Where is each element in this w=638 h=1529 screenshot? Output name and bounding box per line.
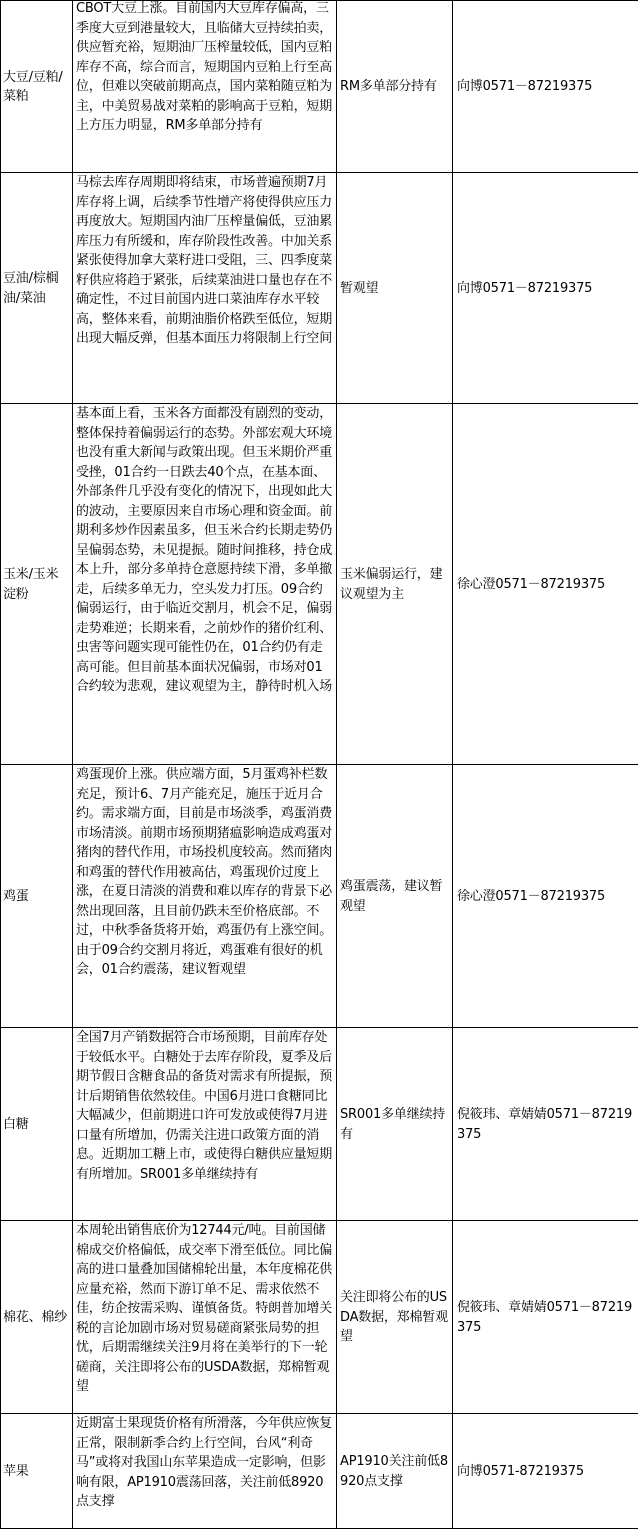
- suggestion-cell: 暂观望: [337, 173, 453, 404]
- table-row-oils: [1, 173, 638, 404]
- suggestion-cell: 鸡蛋震荡，建议暂观望: [337, 765, 453, 1028]
- category-cell: 白糖: [1, 1028, 73, 1221]
- contact-cell: 徐心澄0571－87219375: [453, 765, 638, 1028]
- contact-cell: 徐心澄0571－87219375: [453, 404, 638, 765]
- contact-cell: 向博0571－87219375: [453, 173, 638, 404]
- category-cell: 豆油/棕榈油/菜油: [1, 173, 73, 404]
- contact-cell: 向博0571-87219375: [453, 1414, 638, 1529]
- analysis-cell: 近期富士果现货价格有所滑落，今年供应恢复正常，限制新季合约上行空间，台风“利奇马”或将对我国山东苹果造成一定影响，但影响有限，AP1910震荡回落，关注前低8920点支撑: [73, 1414, 337, 1529]
- analysis-cell: 全国7月产销数据符合市场预期，目前库存处于较低水平。白糖处于去库存阶段，夏季及后期节假日含糖食品的备货对需求有所提振，预计后期销售依然较佳。中国6月进口食糖同比大幅减少，但前期进口许可发放或使得7月进口量有所增加，仍需关注进口政策方面的消息。近期加工糖上市，或使得白糖供应量短期有所增加。SR001多单继续持有: [73, 1028, 337, 1221]
- suggestion-cell: SR001多单继续持有: [337, 1028, 453, 1221]
- table-row-egg: [1, 765, 638, 1028]
- category-cell: 鸡蛋: [1, 765, 73, 1028]
- analysis-cell: 马棕去库存周期即将结束，市场普遍预期7月库存将上调，后续季节性增产将使得供应压力再度放大。短期国内油厂压榨量偏低，豆油累库压力有所缓和，库存阶段性改善。中加关系紧张使得加拿大菜籽进口受阻，三、四季度菜籽供应将趋于紧张，后续菜油进口量也存在不确定性，不过目前国内进口菜油库存水平较高，整体来看，前期油脂价格跌至低位，短期出现大幅反弹，但基本面压力将限制上行空间: [73, 173, 337, 404]
- category-cell: 玉米/玉米淀粉: [1, 404, 73, 765]
- contact-cell: 倪筱玮、章婧婧0571－87219375: [453, 1221, 638, 1414]
- suggestion-cell: 关注即将公布的USDA数据，郑棉暂观望: [337, 1221, 453, 1414]
- suggestion-cell: RM多单部分持有: [337, 1, 453, 173]
- table-row-soybean: [1, 1, 638, 173]
- analysis-cell: CBOT大豆上涨。目前国内大豆库存偏高，三季度大豆到港量较大，且临储大豆持续拍卖，供应暂充裕，短期油厂压榨量较低，国内豆粕库存不高，综合而言，短期国内豆粕上行至高位，但难以突破前期高点，国内菜粕随豆粕为主，中美贸易战对菜粕的影响高于豆粕，短期上方压力明显，RM多单部分持有: [73, 1, 337, 173]
- table-row-cotton: [1, 1221, 638, 1414]
- analysis-cell: 本周轮出销售底价为12744元/吨。目前国储棉成交价格偏低，成交率下滑至低位。同比偏高的进口量叠加国储棉轮出量，本年度棉花供应量充裕，然而下游订单不足、需求依然不佳，纺企按需采购、谨慎备货。特朗普加增关税的言论加剧市场对贸易磋商紧张局势的担忧，后期需继续关注9月将在美举行的下一轮磋商，关注即将公布的USDA数据，郑棉暂观望: [73, 1221, 337, 1414]
- category-cell: 棉花、棉纱: [1, 1221, 73, 1414]
- category-cell: 苹果: [1, 1414, 73, 1529]
- contact-cell: 向博0571－87219375: [453, 1, 638, 173]
- suggestion-cell: 玉米偏弱运行，建议观望为主: [337, 404, 453, 765]
- analysis-cell: 鸡蛋现价上涨。供应端方面，5月蛋鸡补栏数充足，预计6、7月产能充足，施压于近月合约。需求端方面，目前是市场淡季，鸡蛋消费市场清淡。前期市场预期猪瘟影响造成鸡蛋对猪肉的替代作用，市场投机度较高。然而猪肉和鸡蛋的替代作用被高估，鸡蛋现价过度上涨，在夏日清淡的消费和难以库存的背景下必然出现回落，且目前仍跌未至价格底部。不过，中秋季备货将开始，鸡蛋仍有上涨空间。由于09合约交割月将近，鸡蛋难有很好的机会，01合约震荡，建议暂观望: [73, 765, 337, 1028]
- table-row-apple: [1, 1414, 638, 1529]
- category-cell: 大豆/豆粕/菜粕: [1, 1, 73, 173]
- table-row-corn: [1, 404, 638, 765]
- table-row-sugar: [1, 1028, 638, 1221]
- contact-cell: 倪筱玮、章婧婧0571－87219375: [453, 1028, 638, 1221]
- suggestion-cell: AP1910关注前低8920点支撑: [337, 1414, 453, 1529]
- analysis-cell: 基本面上看，玉米各方面都没有剧烈的变动，整体保持着偏弱运行的态势。外部宏观大环境也没有重大新闻与政策出现。但玉米期价严重受挫，01合约一日跌去40个点，在基本面、外部条件几乎没有变化的情况下，出现如此大的波动，主要原因来自市场心理和资金面。前期利多炒作因素虽多，但玉米合约长期走势仍呈偏弱态势，未见提振。随时间推移，持仓成本上升，部分多单持仓意愿持续下滑，多单撤走，后续多单无力，空头发力打压。09合约偏弱运行，由于临近交割月，机会不足，偏弱走势难逆；长期来看，之前炒作的猪价红利、虫害等问题实现可能性仍在，01合约仍有走高可能。但目前基本面状况偏弱，市场对01合约较为悲观，建议观望为主，静待时机入场: [73, 404, 337, 765]
